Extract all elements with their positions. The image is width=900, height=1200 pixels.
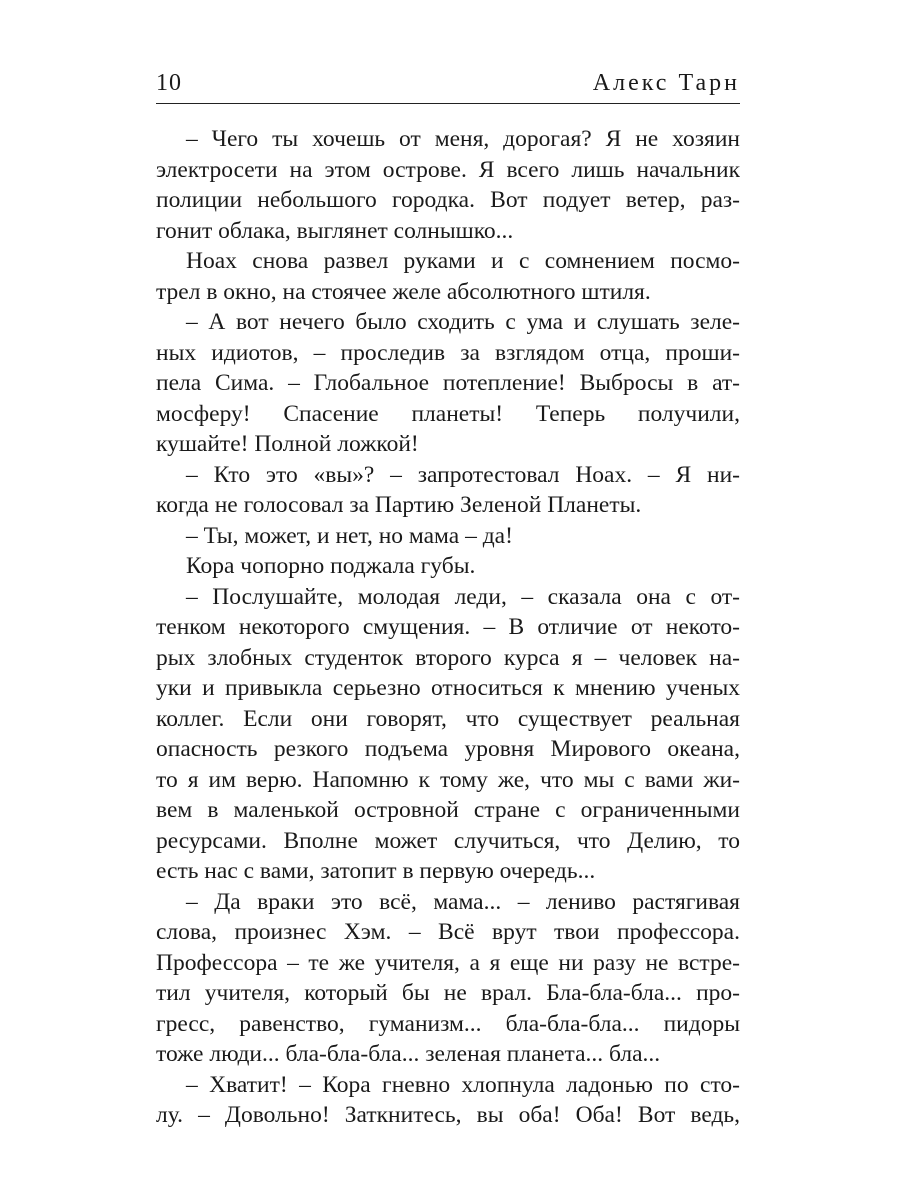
text-line: ресурсами. Вполне может случиться, что Делию, то [156,827,740,854]
text-line: уки и привыкла серьезно относиться к мнению ученых [156,675,740,701]
running-head [156,62,740,102]
text-line: опасность резкого подъема уровня Мирового океана, [156,736,740,762]
text-line: Кора чопорно поджала губы. [186,553,476,579]
text-line: есть нас с вами, затопит в первую очередь... [156,858,596,884]
text-line: Профессора – те же учителя, а я еще ни разу не встре- [156,949,740,976]
text-line: электросети на этом острове. Я всего лишь начальник [156,156,740,183]
text-line: – Да враки это всё, мама... – лениво растягивая [186,888,740,915]
header-divider [156,103,740,104]
text-line: тенком некоторого смущения. – В отличие от некото- [156,614,740,640]
text-line: когда не голосовал за Партию Зеленой Планеты. [156,492,642,518]
text-line: лу. – Довольно! Заткнитесь, вы оба! Оба! Вот ведь, [156,1102,740,1128]
text-line: пела Сима. – Глобальное потепление! Выбросы в ат- [156,370,740,396]
text-line: вем в маленькой островной стране с ограниченными [156,797,740,823]
text-line: тоже люди... бла-бла-бла... зеленая планета... бла... [156,1041,661,1067]
author-name: Алекс Тарн [592,70,740,96]
text-line: ных идиотов, – проследив за взглядом отца, проши- [156,339,740,366]
text-line: тил учителя, который бы не врал. Бла-бла-бла... про- [156,980,740,1006]
text-line: – А вот нечего было сходить с ума и слушать зеле- [186,309,740,335]
text-line: Ноах снова развел руками и с сомнением посмо- [186,248,740,274]
text-line: гонит облака, выглянет солнышко... [156,217,514,244]
text-line: рых злобных студенток второго курса я – человек на- [156,644,740,671]
text-line: – Послушайте, молодая леди, – сказала она с от- [186,583,740,610]
text-line: трел в окно, на стоячее желе абсолютного штиля. [156,278,651,305]
text-line: то я им верю. Напомню к тому же, что мы с вами жи- [156,766,740,793]
text-line: слова, произнес Хэм. – Всё врут твои профессора. [156,919,740,945]
page-number: 10 [156,70,182,96]
text-line: – Хватит! – Кора гневно хлопнула ладонью по сто- [186,1071,740,1098]
text-line: коллег. Если они говорят, что существует реальная [156,705,740,732]
text-line: – Ты, может, и нет, но мама – да! [186,522,513,549]
text-line: мосферу! Спасение планеты! Теперь получили, [156,400,740,427]
body-text [156,124,740,1131]
text-line: полиции небольшого городка. Вот подует ветер, раз- [156,187,740,213]
text-line: гресс, равенство, гуманизм... бла-бла-бла... пидоры [156,1010,740,1037]
text-line: кушайте! Полной ложкой! [156,431,419,457]
text-line: – Кто это «вы»? – запротестовал Ноах. – Я ни- [186,461,740,488]
text-line: – Чего ты хочешь от меня, дорогая? Я не хозяин [186,126,740,152]
